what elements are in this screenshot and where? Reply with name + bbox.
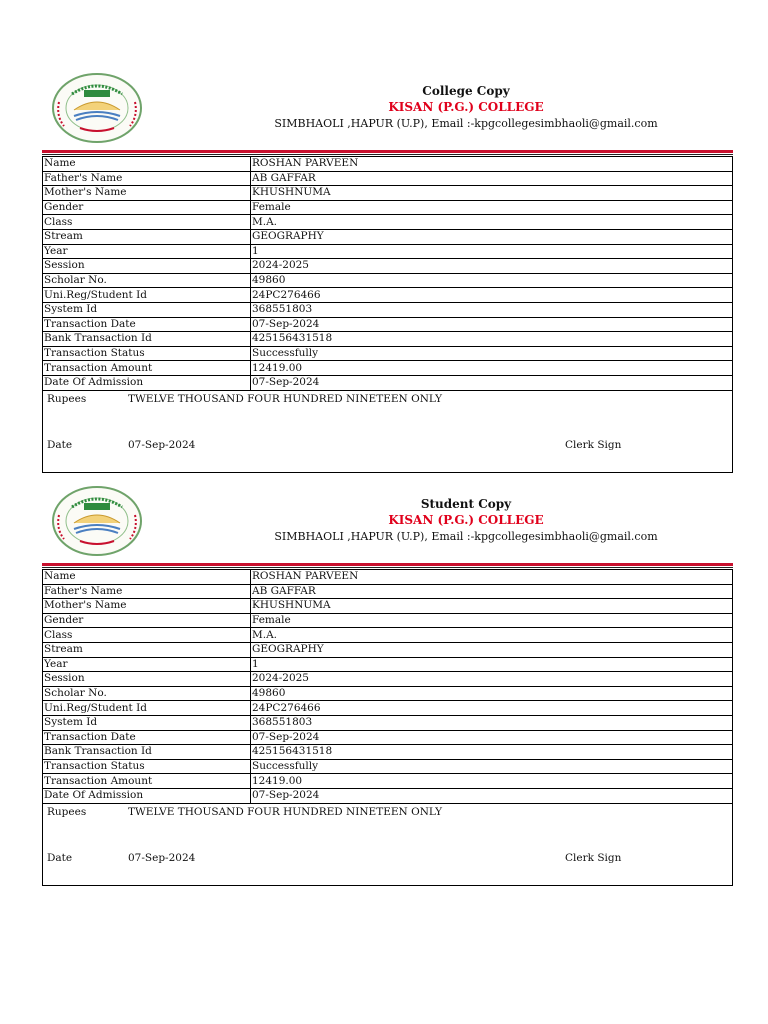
field-value: Successfully: [251, 346, 733, 361]
field-value: 24PC276466: [251, 288, 733, 303]
table-row: [43, 759, 733, 774]
field-value: 24PC276466: [251, 701, 733, 716]
field-value: 49860: [251, 273, 733, 288]
table-row: [43, 715, 733, 730]
field-label: Transaction Amount: [43, 361, 251, 376]
field-label: Transaction Date: [43, 730, 251, 745]
header-divider-dark: [42, 567, 733, 568]
field-label: System Id: [43, 715, 251, 730]
date-value: 07-Sep-2024: [128, 852, 196, 864]
table-row: [43, 302, 733, 317]
table-row: [43, 186, 733, 201]
field-value: M.A.: [251, 215, 733, 230]
field-label: Scholar No.: [43, 686, 251, 701]
field-label: Session: [43, 672, 251, 687]
table-row: [43, 171, 733, 186]
table-row: [43, 774, 733, 789]
table-row: [43, 215, 733, 230]
field-value: 368551803: [251, 302, 733, 317]
field-value: ROSHAN PARVEEN: [251, 157, 733, 172]
table-row: [43, 288, 733, 303]
field-label: Year: [43, 657, 251, 672]
college-logo-seal: [50, 485, 144, 557]
field-label: Father's Name: [43, 171, 251, 186]
field-value: 425156431518: [251, 332, 733, 347]
field-value: 368551803: [251, 715, 733, 730]
field-label: Transaction Status: [43, 759, 251, 774]
field-value: 425156431518: [251, 745, 733, 760]
date-label: Date: [47, 852, 73, 864]
field-value: 12419.00: [251, 774, 733, 789]
field-value: KHUSHNUMA: [251, 599, 733, 614]
field-value: ROSHAN PARVEEN: [251, 570, 733, 585]
table-row: [43, 317, 733, 332]
field-value: 1: [251, 244, 733, 259]
field-value: 49860: [251, 686, 733, 701]
field-label: Date Of Admission: [43, 788, 251, 803]
table-row: [43, 157, 733, 172]
field-value: GEOGRAPHY: [251, 229, 733, 244]
table-row: [43, 701, 733, 716]
college-logo-seal: [50, 72, 144, 144]
field-label: Gender: [43, 613, 251, 628]
field-value: Successfully: [251, 759, 733, 774]
rupees-label: Rupees: [47, 393, 87, 405]
field-label: Uni.Reg/Student Id: [43, 288, 251, 303]
college-name: KISAN (P.G.) COLLEGE: [388, 513, 544, 527]
table-row: [43, 229, 733, 244]
field-value: 07-Sep-2024: [251, 730, 733, 745]
copy-title: College Copy: [422, 84, 510, 98]
student-copy-section: [0, 413, 768, 864]
table-row: [43, 642, 733, 657]
table-row: [43, 259, 733, 274]
date-value: 07-Sep-2024: [128, 439, 196, 451]
field-label: Class: [43, 215, 251, 230]
date-label: Date: [47, 439, 73, 451]
field-value: AB GAFFAR: [251, 171, 733, 186]
college-address: SIMBHAOLI ,HAPUR (U.P), Email :-kpgcollegesimbhaoli@gmail.com: [274, 117, 658, 130]
student-info-table: [42, 569, 733, 804]
header-divider-dark: [42, 154, 733, 155]
field-value: 2024-2025: [251, 672, 733, 687]
field-value: 07-Sep-2024: [251, 317, 733, 332]
field-label: Stream: [43, 642, 251, 657]
table-row: [43, 570, 733, 585]
clerk-sign-label: Clerk Sign: [565, 439, 622, 451]
table-row: [43, 788, 733, 803]
table-row: [43, 730, 733, 745]
table-row: [43, 332, 733, 347]
college-copy-section: [0, 0, 768, 451]
table-row: [43, 273, 733, 288]
field-label: System Id: [43, 302, 251, 317]
field-label: Mother's Name: [43, 186, 251, 201]
student-info-table: [42, 156, 733, 391]
college-address: SIMBHAOLI ,HAPUR (U.P), Email :-kpgcollegesimbhaoli@gmail.com: [274, 530, 658, 543]
field-value: M.A.: [251, 628, 733, 643]
table-row: [43, 599, 733, 614]
field-label: Stream: [43, 229, 251, 244]
table-row: [43, 375, 733, 390]
field-label: Date Of Admission: [43, 375, 251, 390]
header-divider-red: [42, 563, 733, 566]
field-value: 2024-2025: [251, 259, 733, 274]
field-value: KHUSHNUMA: [251, 186, 733, 201]
field-label: Uni.Reg/Student Id: [43, 701, 251, 716]
table-row: [43, 200, 733, 215]
field-label: Mother's Name: [43, 599, 251, 614]
field-value: 12419.00: [251, 361, 733, 376]
field-label: Name: [43, 570, 251, 585]
field-label: Father's Name: [43, 584, 251, 599]
field-label: Session: [43, 259, 251, 274]
field-label: Transaction Amount: [43, 774, 251, 789]
rupees-amount-words: TWELVE THOUSAND FOUR HUNDRED NINETEEN ONLY: [128, 393, 443, 405]
field-value: GEOGRAPHY: [251, 642, 733, 657]
rupees-label: Rupees: [47, 806, 87, 818]
college-name: KISAN (P.G.) COLLEGE: [388, 100, 544, 114]
field-value: Female: [251, 613, 733, 628]
table-row: [43, 672, 733, 687]
table-row: [43, 745, 733, 760]
field-value: AB GAFFAR: [251, 584, 733, 599]
field-label: Name: [43, 157, 251, 172]
copy-title: Student Copy: [420, 497, 512, 511]
table-row: [43, 361, 733, 376]
table-row: [43, 346, 733, 361]
field-label: Gender: [43, 200, 251, 215]
field-label: Class: [43, 628, 251, 643]
rupees-amount-words: TWELVE THOUSAND FOUR HUNDRED NINETEEN ONLY: [128, 806, 443, 818]
field-label: Year: [43, 244, 251, 259]
field-value: Female: [251, 200, 733, 215]
field-value: 07-Sep-2024: [251, 375, 733, 390]
clerk-sign-label: Clerk Sign: [565, 852, 622, 864]
table-row: [43, 628, 733, 643]
table-row: [43, 613, 733, 628]
field-value: 1: [251, 657, 733, 672]
field-value: 07-Sep-2024: [251, 788, 733, 803]
field-label: Transaction Status: [43, 346, 251, 361]
table-row: [43, 657, 733, 672]
table-row: [43, 244, 733, 259]
field-label: Scholar No.: [43, 273, 251, 288]
field-label: Transaction Date: [43, 317, 251, 332]
header-divider-red: [42, 150, 733, 153]
table-row: [43, 584, 733, 599]
field-label: Bank Transaction Id: [43, 332, 251, 347]
payment-footer: [42, 804, 733, 886]
field-label: Bank Transaction Id: [43, 745, 251, 760]
table-row: [43, 686, 733, 701]
